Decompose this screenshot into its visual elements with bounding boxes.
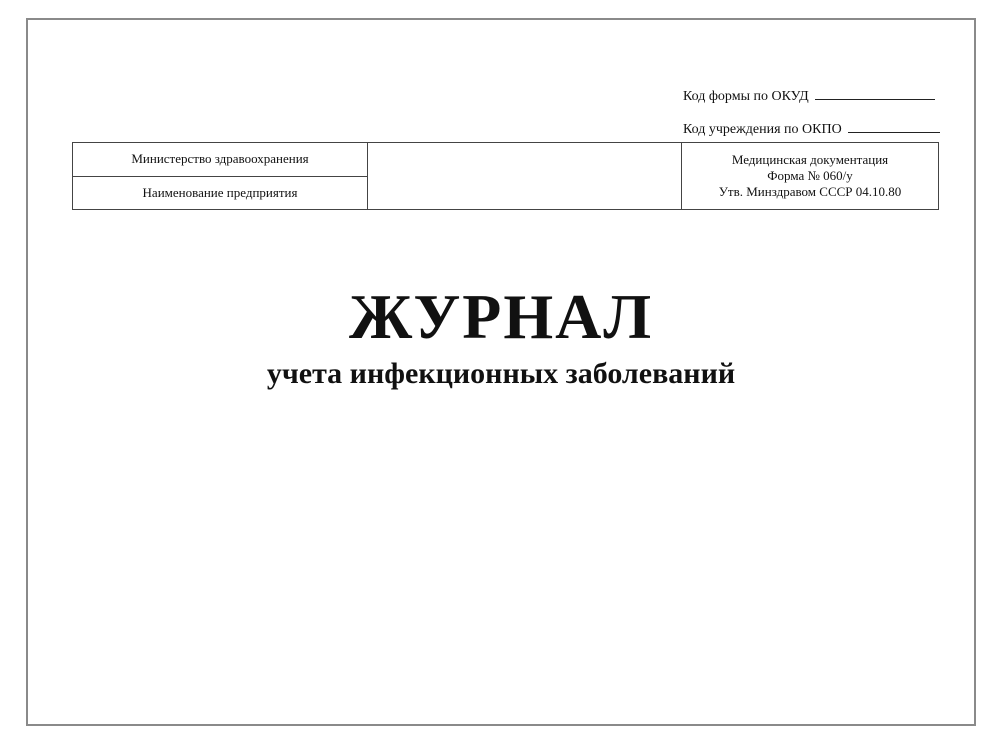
- blank-cell: [368, 143, 682, 209]
- form-number-label: Форма № 060/у: [767, 168, 853, 183]
- document-page: [26, 18, 976, 726]
- form-info-cell: [682, 143, 938, 209]
- enterprise-row: [73, 177, 367, 210]
- okud-label: Код формы по ОКУД: [683, 89, 809, 104]
- form-codes: [683, 80, 943, 146]
- okpo-blank-field: [848, 120, 940, 133]
- okpo-label: Код учреждения по ОКПО: [683, 122, 842, 137]
- approval-label: Утв. Минздравом СССР 04.10.80: [718, 184, 902, 199]
- doc-type-label: Медицинская документация: [731, 152, 889, 167]
- enterprise-label: Наименование предприятия: [142, 184, 298, 200]
- header-table: [72, 142, 939, 210]
- ministry-label: Министерство здравоохранения: [131, 151, 309, 167]
- organization-cell: [73, 143, 368, 209]
- okud-blank-field: [815, 87, 935, 100]
- journal-title: ЖУРНАЛ: [348, 281, 654, 352]
- journal-subtitle: учета инфекционных заболеваний: [266, 357, 736, 390]
- ministry-row: [73, 143, 367, 177]
- okud-code-line: [683, 80, 943, 113]
